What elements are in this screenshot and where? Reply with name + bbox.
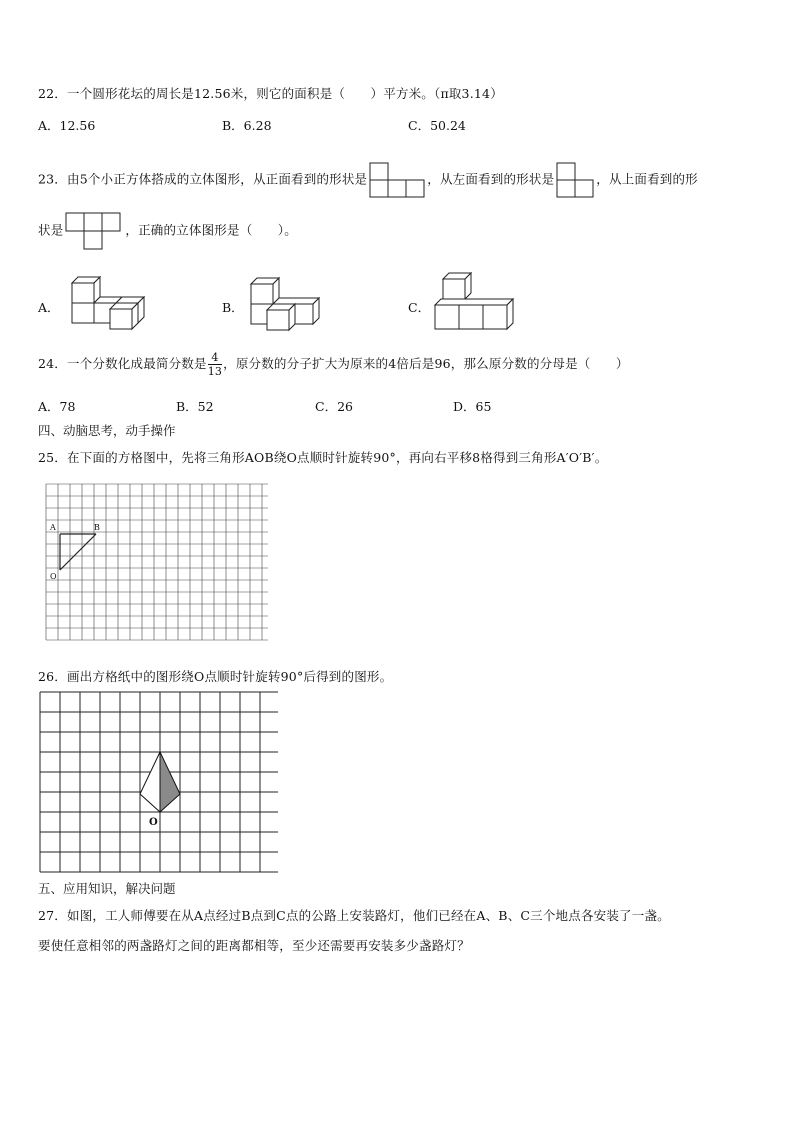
q26-grid[interactable] xyxy=(40,692,280,874)
q23-option-b-cubes xyxy=(249,276,323,330)
q26-text: 26．画出方格纸中的图形绕O点顺时针旋转90°后得到的图形。 xyxy=(38,669,393,684)
front-view-shape xyxy=(369,162,425,198)
q25-grid[interactable] xyxy=(46,484,270,642)
q23-option-c-cubes xyxy=(433,273,519,331)
q23-option-a[interactable]: A． xyxy=(38,300,60,315)
q23-part4: 状是 xyxy=(38,222,64,238)
top-view-shape xyxy=(65,212,123,250)
q25-label-o: O xyxy=(50,572,57,581)
section4-heading: 四、动脑思考，动手操作 xyxy=(38,423,176,438)
q24-option-a[interactable]: A．78 xyxy=(38,399,76,414)
q24-after: ，原分数的分子扩大为原来的4倍后是96，那么原分数的分母是（ ） xyxy=(223,356,629,371)
left-view-shape xyxy=(556,162,594,198)
q22-text: 22．一个圆形花坛的周长是12.56米，则它的面积是（ ）平方米。（π取3.14） xyxy=(38,86,503,101)
q24-denominator: 13 xyxy=(207,365,223,378)
q24-fraction xyxy=(208,352,222,377)
q22-option-a[interactable]: A．12.56 xyxy=(38,118,96,133)
q26-label-o: O xyxy=(149,817,158,828)
q26-shaded-half xyxy=(160,752,180,812)
q23-part3: ，从上面看到的形 xyxy=(596,171,698,187)
q23-part2: ，从左面看到的形状是 xyxy=(427,171,555,187)
q24-option-b[interactable]: B．52 xyxy=(176,399,214,414)
q23-part1: 23．由5个小正方体搭成的立体图形，从正面看到的形状是 xyxy=(38,171,368,187)
q25-text: 25．在下面的方格图中，先将三角形AOB绕O点顺时针旋转90°，再向右平移8格得到三角形A′O′B′。 xyxy=(38,450,608,465)
q24-text xyxy=(38,352,629,377)
q25-label-a: A xyxy=(50,523,56,532)
q25-label-b: B xyxy=(94,523,100,532)
section5-heading: 五、应用知识，解决问题 xyxy=(38,881,176,896)
q23-option-c[interactable]: C． xyxy=(408,300,431,315)
q24-before: 24．一个分数化成最简分数是 xyxy=(38,356,207,371)
q22-option-c[interactable]: C．50.24 xyxy=(408,118,466,133)
q24-numerator: 4 xyxy=(208,352,222,365)
q25-side-ob xyxy=(60,534,96,570)
q23-line1 xyxy=(38,162,698,198)
q26-white-half xyxy=(140,752,160,812)
q23-option-a-cubes xyxy=(70,273,150,327)
q23-line2 xyxy=(38,212,297,250)
q22-option-b[interactable]: B．6.28 xyxy=(222,118,272,133)
q24-option-d[interactable]: D．65 xyxy=(453,399,492,414)
q27-line1: 27．如图，工人师傅要在从A点经过B点到C点的公路上安装路灯，他们已经在A、B、C三个地点各安装了一盏。 xyxy=(38,908,670,923)
q23-part5: ，正确的立体图形是（ ）。 xyxy=(125,222,297,238)
q23-option-b[interactable]: B． xyxy=(222,300,244,315)
q27-line2: 要使任意相邻的两盏路灯之间的距离都相等，至少还需要再安装多少盏路灯？ xyxy=(38,938,470,953)
q24-option-c[interactable]: C．26 xyxy=(315,399,353,414)
